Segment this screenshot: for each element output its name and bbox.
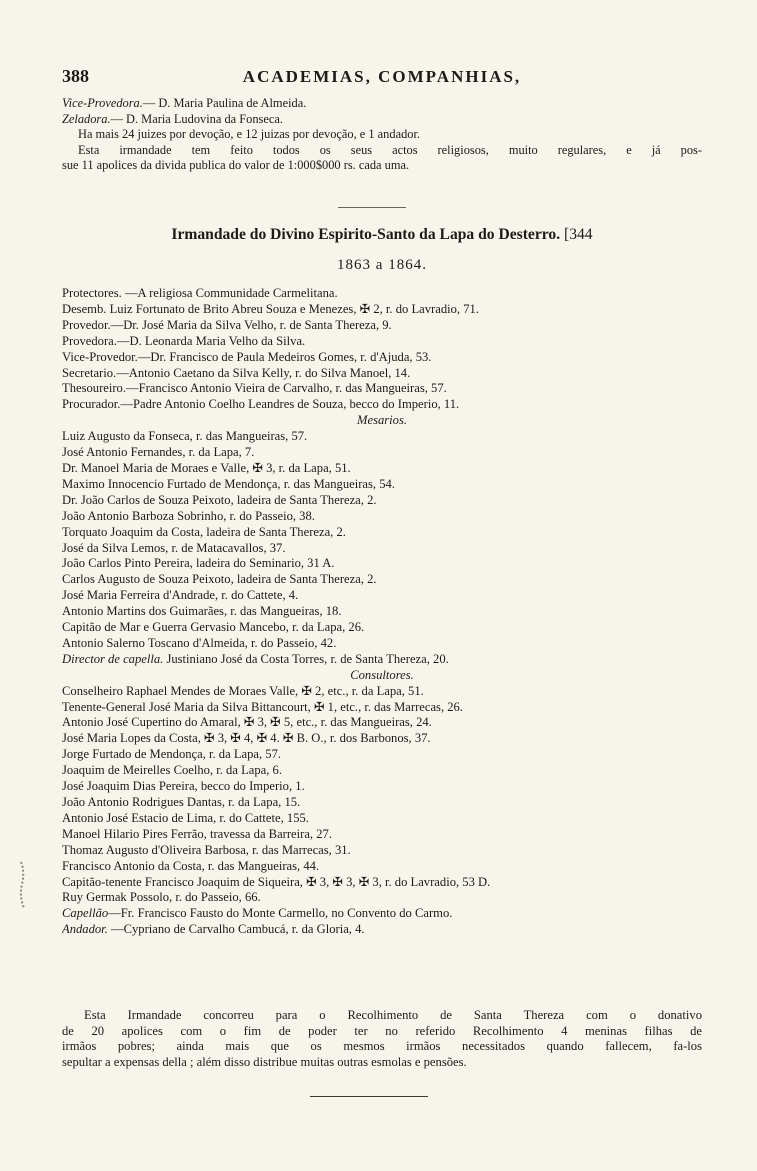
- previous-section-tail: [62, 96, 702, 174]
- list-item: Provedora.—D. Leonarda Maria Velho da Silva.: [62, 333, 306, 348]
- list-item: João Antonio Rodrigues Dantas, r. da Lapa, 15.: [62, 795, 301, 809]
- list-item: Francisco Antonio da Costa, r. das Mangueiras, 44.: [62, 858, 320, 873]
- members-list: [62, 286, 702, 938]
- page-number: 388: [62, 66, 89, 86]
- section-title: Irmandade do Divino Espirito-Santo da Lapa do Desterro. [344: [171, 226, 593, 243]
- page-header: [62, 66, 702, 92]
- list-item: Desemb. Luiz Fortunato de Brito Abreu Souza e Menezes, ✠ 2, r. do Lavradio, 71.: [62, 301, 479, 316]
- list-item: Antonio Martins dos Guimarães, r. das Mangueiras, 18.: [62, 604, 342, 619]
- list-item: José Joaquim Dias Pereira, becco do Imperio, 1.: [62, 779, 305, 794]
- capellao-line: Capellão—Fr. Francisco Fausto do Monte Carmello, no Convento do Carmo.: [62, 906, 453, 921]
- andador-line: Andador. —Cypriano de Carvalho Cambucá, r. da Gloria, 4.: [62, 922, 365, 937]
- list-item: João Antonio Barboza Sobrinho, r. do Passeio, 38.: [62, 508, 315, 523]
- paragraph-line: Esta irmandade tem feito todos os seus actos religiosos, muito regulares, e já pos-: [78, 142, 702, 157]
- closing-paragraph: [62, 1008, 702, 1071]
- paragraph-line: Esta Irmandade concorreu para o Recolhimento de Santa Thereza com o donativo: [84, 1008, 702, 1022]
- list-item: Jorge Furtado de Mendonça, r. da Lapa, 57.: [62, 747, 282, 762]
- consultores-heading: Consultores.: [350, 667, 414, 682]
- list-item: Antonio Salerno Toscano d'Almeida, r. do Passeio, 42.: [62, 635, 337, 650]
- list-item: Tenente-General José Maria da Silva Bittancourt, ✠ 1, etc., r. das Marrecas, 26.: [62, 699, 463, 714]
- list-item: José Antonio Fernandes, r. da Lapa, 7.: [62, 445, 255, 460]
- zeladora-line: Zeladora.— D. Maria Ludovina da Fonseca.: [62, 111, 283, 126]
- list-item: Antonio José Cupertino do Amaral, ✠ 3, ✠ 5, etc., r. das Mangueiras, 24.: [62, 715, 432, 730]
- list-item: Capitão-tenente Francisco Joaquim de Siqueira, ✠ 3, ✠ 3, ✠ 3, r. do Lavradio, 53 D.: [62, 874, 491, 889]
- paragraph-line: sepultar a expensas della ; além disso distribue muitas outras esmolas e pensões.: [62, 1054, 467, 1069]
- director-line: Director de capella. Justiniano José da Costa Torres, r. de Santa Thereza, 20.: [62, 651, 449, 666]
- list-item: Vice-Provedor.—Dr. Francisco de Paula Medeiros Gomes, r. d'Ajuda, 53.: [62, 349, 432, 364]
- paragraph-line: sue 11 apolices da divida publica do valor de 1:000$000 rs. cada uma.: [62, 158, 410, 173]
- list-item: Procurador.—Padre Antonio Coelho Leandres de Souza, becco do Imperio, 11.: [62, 397, 460, 412]
- list-item: José da Silva Lemos, r. de Matacavallos, 37.: [62, 540, 286, 555]
- list-item: Luiz Augusto da Fonseca, r. das Mangueiras, 57.: [62, 429, 308, 444]
- section-years: 1863 a 1864.: [337, 257, 427, 273]
- list-item: Dr. João Carlos de Souza Peixoto, ladeira de Santa Thereza, 2.: [62, 492, 377, 507]
- list-item: José Maria Lopes da Costa, ✠ 3, ✠ 4, ✠ 4. ✠ B. O., r. dos Barbonos, 37.: [62, 731, 431, 746]
- list-item: Carlos Augusto de Souza Peixoto, ladeira de Santa Thereza, 2.: [62, 572, 377, 587]
- list-item: Dr. Manoel Maria de Moraes e Valle, ✠ 3, r. da Lapa, 51.: [62, 460, 351, 475]
- list-item: Antonio José Estacio de Lima, r. do Cattete, 155.: [62, 810, 309, 825]
- vice-provedora-line: Vice-Provedora.— D. Maria Paulina de Almeida.: [62, 96, 307, 110]
- section-divider: [338, 207, 406, 208]
- list-item: José Maria Ferreira d'Andrade, r. do Cattete, 4.: [62, 588, 299, 603]
- list-item: Maximo Innocencio Furtado de Mendonça, r. das Mangueiras, 54.: [62, 476, 395, 491]
- list-item: Thesoureiro.—Francisco Antonio Vieira de Carvalho, r. das Mangueiras, 57.: [62, 381, 447, 396]
- paragraph-line: de 20 apolices com o fim de poder ter no referido Recolhimento 4 meninas filhas de: [62, 1023, 702, 1038]
- list-item: Manoel Hilario Pires Ferrão, travessa da Barreira, 27.: [62, 826, 332, 841]
- paragraph-line: Ha mais 24 juizes por devoção, e 12 juizas por devoção, e 1 andador.: [78, 127, 421, 142]
- list-item: Conselheiro Raphael Mendes de Moraes Valle, ✠ 2, etc., r. da Lapa, 51.: [62, 683, 424, 698]
- margin-smudge-icon: [16, 860, 30, 910]
- closing-divider: [310, 1096, 428, 1097]
- mesarios-heading: Mesarios.: [356, 413, 408, 428]
- paragraph-line: irmãos pobres; ainda mais que os mesmos irmãos necessitados quando fallecem, fa-los: [62, 1039, 702, 1054]
- list-item: Provedor.—Dr. José Maria da Silva Velho, r. de Santa Thereza, 9.: [62, 317, 392, 332]
- list-item: Protectores. —A religiosa Communidade Carmelitana.: [62, 286, 338, 300]
- list-item: Joaquim de Meirelles Coelho, r. da Lapa, 6.: [62, 763, 282, 778]
- running-title: ACADEMIAS, COMPANHIAS,: [242, 67, 522, 86]
- list-item: Torquato Joaquim da Costa, ladeira de Santa Thereza, 2.: [62, 524, 346, 539]
- section-reference: [344: [564, 226, 593, 243]
- list-item: Secretario.—Antonio Caetano da Silva Kelly, r. do Silva Manoel, 14.: [62, 365, 411, 380]
- list-item: Ruy Germak Possolo, r. do Passeio, 66.: [62, 890, 261, 905]
- list-item: João Carlos Pinto Pereira, ladeira do Seminario, 31 A.: [62, 556, 335, 571]
- list-item: Thomaz Augusto d'Oliveira Barbosa, r. das Marrecas, 31.: [62, 842, 351, 857]
- list-item: Capitão de Mar e Guerra Gervasio Mancebo, r. da Lapa, 26.: [62, 620, 365, 635]
